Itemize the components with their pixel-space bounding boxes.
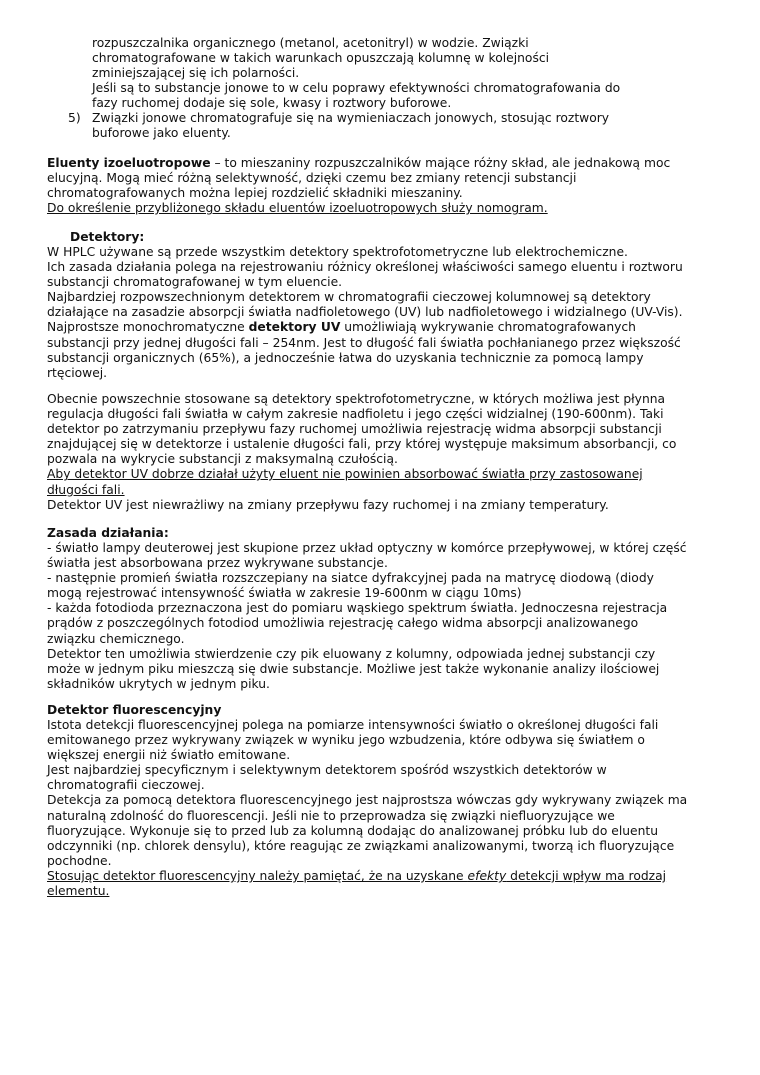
note-pre: Stosując detektor fluorescencyjny należy pamiętać, że na uzyskane — [47, 868, 468, 883]
spektro-section — [47, 392, 722, 513]
list-item-number: 5) — [68, 111, 81, 125]
detektory-heading: Detektory: — [70, 230, 145, 244]
uv-eluent-note: Aby detektor UV dobrze działał użyty eluent nie powinien absorbować światła przy zastosowanej długości fali. — [47, 467, 643, 497]
zasada-heading: Zasada działania: — [47, 526, 169, 540]
detektory-paragraph-2 — [47, 320, 722, 380]
fluorescencyjny-section — [47, 718, 722, 899]
fluorescencyjny-note — [47, 869, 722, 899]
zasada-text: - światło lampy deuterowej jest skupione przez układ optyczny w komórce przepływowej, w której część światła jest absorbowana przez wykrywane substancje. - następnie promień światła rozszczepiany na siatce dyfrakcyjnej pada na matrycę diodową (diody mogą rejestrować intensywność światła w zakresie 19-600nm w ciągu 10ms) - każda fotodioda przeznaczona jest do pomiaru wąskiego spektrum światła. Jednoczesna rejestracja prądów z poszczególnych fotodiod umożliwia rejestrację całego widma absorpcji analizowanego związku chemicznego. Detektor ten umożliwia stwierdzenie czy pik eluowany z kolumny, odpowiada jednej substancji czy może w jednym piku mieszczą się dwie substancje. Możliwe jest także wykonanie analizy ilościowej składników ukrytych w jednym piku. — [47, 541, 687, 691]
continuation-text: rozpuszczalnika organicznego (metanol, acetonitryl) w wodzie. Związki chromatografowane w takich warunkach opuszczają kolumnę w kolejności zminiejszającej się ich polarności. Jeśli są to substancje jonowe to w celu poprawy efektywności chromatografowania do fazy ruchomej dodaje się sole, kwasy i roztwory buforowe. — [92, 36, 621, 111]
nomogram-note: Do określenie przybliżonego składu eluentów izoeluotropowych służy nomogram. — [47, 201, 548, 216]
list-item-text: Związki jonowe chromatografuje się na wymieniaczach jonowych, stosując roztwory buforowe jako eluenty. — [92, 111, 610, 141]
spektro-paragraph: Obecnie powszechnie stosowane są detektory spektrofotometryczne, w których możliwa jest płynna regulacja długości fali światła w całym zakresie nadfioletu i jego części widzialnej (190-600nm). Taki detektor po zatrzymaniu przepływu fazy ruchomej umożliwia rejestrację widma absorpcji substancji znajdującej się w detektorze i ustalenie długości fali, przy której występuje maksimum absorbancji, co pozwala na wykrycie substancji z maksymalną czułością. — [47, 392, 677, 467]
p2-post: umożliwiają wykrywanie chromatografowanych substancji przy jednej długości fali – 254nm. Jest to długość fali światła pochłanianego przez większość substancji organicznych (65%), a jednocześnie łatwa do uzyskania technicznie za pomocą lampy rtęciowej. — [47, 320, 681, 380]
note-italic: efekty — [467, 868, 507, 883]
note-post: detekcji wpływ ma rodzaj elementu. — [47, 868, 667, 899]
uv-insensitivity-note: Detektor UV jest niewrażliwy na zmiany przepływu fazy ruchomej i na zmiany temperatury. — [47, 497, 609, 512]
izoeluotropowe-paragraph — [47, 156, 722, 216]
detektory-uv-term: detektory UV — [248, 320, 341, 335]
list-item-5 — [68, 111, 668, 141]
detektory-paragraph-1: W HPLC używane są przede wszystkim detektory spektrofotometryczne lub elektrochemiczne. Ich zasada działania polega na rejestrowaniu różnicy określonej właściwości samego eluentu i roztworu substancji chromatografowanej w tym eluencie. Najbardziej rozpowszechnionym detektorem w chromatografii cieczowej kolumnowej są detektory działające na zasadzie absorpcji światła nadfioletowego (UV) lub nadfioletowego i widzialnego (UV-Vis). — [47, 245, 683, 320]
izoeluotropowe-term: Eluenty izoeluotropowe — [47, 156, 211, 170]
detektory-section — [47, 245, 722, 381]
fluorescencyjny-text: Istota detekcji fluorescencyjnej polega na pomiarze intensywności światło o określonej długości fali emitowanego przez wykrywany związek w wyniku jego wzbudzenia, które odbywa się światłem o większej energii niż światło emitowane. Jest najbardziej specyficznym i selektywnym detektorem spośród wszystkich detektorów w chromatografii cieczowej. Detekcja za pomocą detektora fluorescencyjnego jest najprostsza wówczas gdy wykrywany związek ma naturalną zdolność do fluorescencji. Jeśli nie to przeprowadza się związki niefluoryzujące we fluoryzujące. Wykonuje się to przed lub za kolumną dodając do analizowanej próbku lub do eluentu odczynniki (np. chlorek densylu), które reagując ze związkami analizowanymi, tworzą ich fluoryzujące pochodne. — [47, 718, 688, 868]
izoeluotropowe-text: – to mieszaniny rozpuszczalników mające różny skład, ale jednakową moc elucyjną. Mogą mieć różną selektywność, dzięki czemu bez zmiany retencji substancji chromatografowanych można lepiej rozdzielić składniki mieszaniny. — [47, 156, 671, 201]
izoeluotropowe-definition — [47, 156, 722, 201]
fluorescencyjny-heading: Detektor fluorescencyjny — [47, 703, 222, 717]
p2-pre: Najprostsze monochromatyczne — [47, 320, 249, 335]
